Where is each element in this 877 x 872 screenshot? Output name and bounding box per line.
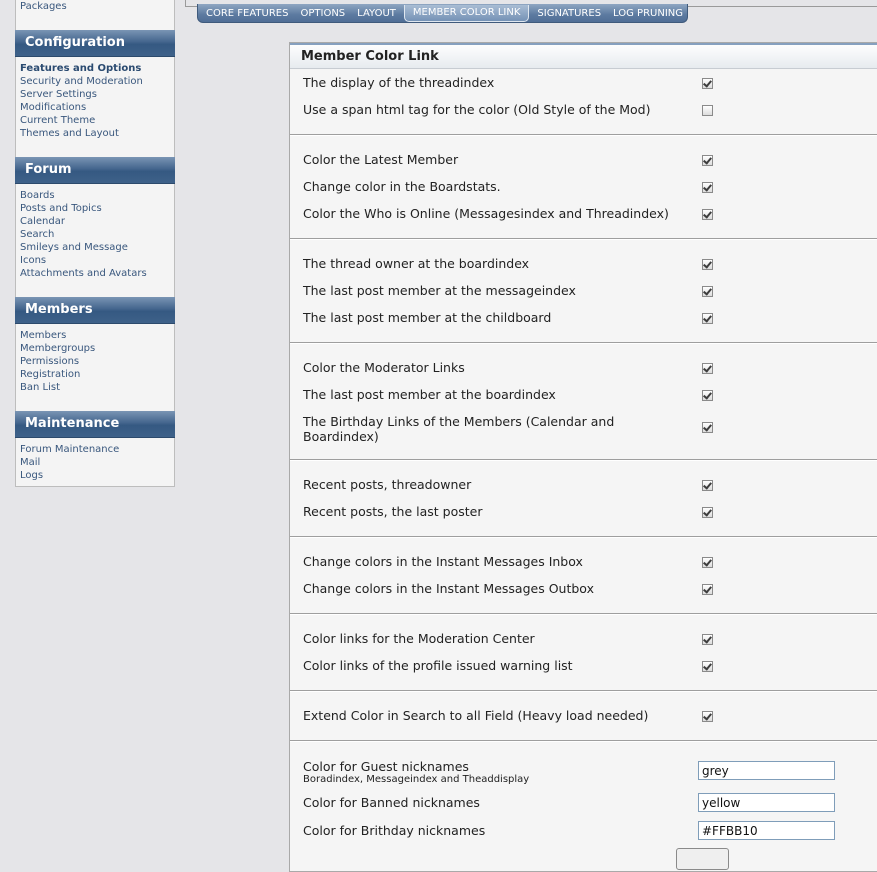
- sidebar-item-current-theme[interactable]: Current Theme: [20, 115, 96, 126]
- setting-row: [290, 414, 683, 444]
- section-divider: [290, 459, 877, 461]
- setting-checkbox[interactable]: [702, 182, 713, 193]
- sidebar-item-attachments-avatars[interactable]: Attachments and Avatars: [20, 268, 147, 279]
- setting-checkbox[interactable]: [702, 313, 713, 324]
- setting-row: [290, 581, 683, 596]
- sidebar-item-mail[interactable]: Mail: [20, 457, 41, 468]
- sidebar-item-registration[interactable]: Registration: [20, 369, 81, 380]
- color-setting-row: [290, 823, 683, 838]
- sidebar-item-icons[interactable]: Icons: [20, 255, 47, 266]
- sidebar-item-membergroups[interactable]: Membergroups: [20, 343, 96, 354]
- sidebar-item-features-options[interactable]: Features and Options: [20, 63, 142, 74]
- sidebar-item-calendar[interactable]: Calendar: [20, 216, 65, 227]
- section-divider: [290, 536, 877, 538]
- setting-checkbox[interactable]: [702, 584, 713, 595]
- tab-core-features[interactable]: CORE FEATURES: [206, 7, 289, 19]
- setting-label: The display of the threadindex: [303, 75, 495, 90]
- color-setting-label: Color for Guest nicknames: [303, 759, 469, 774]
- setting-row: [290, 554, 683, 569]
- setting-label: Change colors in the Instant Messages Outbox: [303, 581, 594, 596]
- section-divider: [290, 342, 877, 344]
- setting-label: Change color in the Boardstats.: [303, 179, 501, 194]
- color-setting-row: [290, 795, 683, 810]
- color-setting-sublabel: Boradindex, Messageindex and Theaddisplay: [303, 774, 530, 785]
- setting-label: Recent posts, the last poster: [303, 504, 483, 519]
- setting-checkbox[interactable]: [702, 557, 713, 568]
- settings-tab-bar: [197, 4, 688, 23]
- setting-row: [290, 708, 683, 723]
- section-divider: [290, 134, 877, 136]
- setting-row: [290, 504, 683, 519]
- color-setting-label: Color for Brithday nicknames: [303, 823, 486, 838]
- setting-row: [290, 631, 683, 646]
- sidebar-section-members: [16, 297, 174, 394]
- section-divider: [290, 740, 877, 742]
- setting-row: [290, 658, 683, 673]
- color-input[interactable]: [698, 793, 835, 812]
- setting-label: Color the Latest Member: [303, 152, 459, 167]
- sidebar-item-posts-topics[interactable]: Posts and Topics: [20, 203, 102, 214]
- tab-signatures[interactable]: SIGNATURES: [537, 7, 602, 19]
- sidebar-heading: Configuration: [15, 30, 175, 57]
- setting-row: [290, 206, 683, 221]
- color-input[interactable]: [698, 821, 835, 840]
- setting-row: [290, 152, 683, 167]
- color-input[interactable]: [698, 761, 835, 780]
- setting-checkbox[interactable]: [702, 711, 713, 722]
- setting-checkbox[interactable]: [702, 422, 713, 433]
- setting-label: Use a span html tag for the color (Old Style of the Mod): [303, 102, 651, 117]
- color-setting-label: Color for Banned nicknames: [303, 795, 480, 810]
- setting-checkbox[interactable]: [702, 661, 713, 672]
- setting-label: Color links of the profile issued warning list: [303, 658, 573, 673]
- sidebar-item-boards[interactable]: Boards: [20, 190, 55, 201]
- setting-label: The thread owner at the boardindex: [303, 256, 530, 271]
- sidebar-section-forum: [16, 157, 174, 280]
- setting-label: Extend Color in Search to all Field (Heavy load needed): [303, 708, 649, 723]
- setting-row: [290, 283, 683, 298]
- sidebar-link-packages[interactable]: Packages: [20, 1, 67, 12]
- sidebar-item-search[interactable]: Search: [20, 229, 55, 240]
- section-divider: [290, 690, 877, 692]
- setting-label: The last post member at the boardindex: [303, 387, 556, 402]
- setting-label: Recent posts, threadowner: [303, 477, 472, 492]
- sidebar-heading: Maintenance: [15, 411, 175, 438]
- setting-checkbox[interactable]: [702, 209, 713, 220]
- sidebar-section-maintenance: [16, 411, 174, 482]
- sidebar-item-themes-layout[interactable]: Themes and Layout: [20, 128, 119, 139]
- setting-row: [290, 179, 683, 194]
- sidebar-item-forum-maintenance[interactable]: Forum Maintenance: [20, 444, 120, 455]
- setting-row: [290, 387, 683, 402]
- sidebar-item-members[interactable]: Members: [20, 330, 67, 341]
- sidebar-item-logs[interactable]: Logs: [20, 470, 44, 481]
- setting-label: Color the Moderator Links: [303, 360, 465, 375]
- setting-checkbox[interactable]: [702, 507, 713, 518]
- tab-layout[interactable]: LAYOUT: [357, 7, 396, 19]
- setting-row: [290, 477, 683, 492]
- sidebar-item-ban-list[interactable]: Ban List: [20, 382, 60, 393]
- setting-checkbox[interactable]: [702, 259, 713, 270]
- section-divider: [290, 613, 877, 615]
- tab-log-pruning[interactable]: LOG PRUNING: [613, 7, 684, 19]
- setting-label: The last post member at the messageindex: [303, 283, 576, 298]
- setting-row: [290, 256, 683, 271]
- setting-label: Color the Who is Online (Messagesindex and Threadindex): [303, 206, 669, 221]
- setting-row: [290, 310, 683, 325]
- setting-checkbox[interactable]: [702, 480, 713, 491]
- sidebar-heading: Forum: [15, 157, 175, 184]
- color-setting-row: [290, 759, 683, 786]
- tab-member-color-link[interactable]: MEMBER COLOR LINK: [404, 5, 530, 22]
- sidebar-item-smileys-message[interactable]: Smileys and Message: [20, 242, 128, 253]
- setting-label: The last post member at the childboard: [303, 310, 552, 325]
- setting-checkbox[interactable]: [702, 155, 713, 166]
- save-button[interactable]: [676, 848, 729, 870]
- sidebar-item-server-settings[interactable]: Server Settings: [20, 89, 97, 100]
- sidebar-section-configuration: [16, 30, 174, 140]
- admin-sidebar: [15, 0, 175, 487]
- sidebar-heading: Members: [15, 297, 175, 324]
- setting-row: [290, 102, 683, 117]
- section-divider: [290, 238, 877, 240]
- setting-checkbox[interactable]: [702, 78, 713, 89]
- setting-row: [290, 360, 683, 375]
- setting-checkbox[interactable]: [702, 363, 713, 374]
- panel-title: Member Color Link: [290, 43, 877, 69]
- sidebar-item-security-moderation[interactable]: Security and Moderation: [20, 76, 143, 87]
- setting-checkbox[interactable]: [702, 105, 713, 116]
- setting-label: The Birthday Links of the Members (Calendar and Boardindex): [303, 414, 615, 444]
- setting-checkbox[interactable]: [702, 634, 713, 645]
- sidebar-item-permissions[interactable]: Permissions: [20, 356, 80, 367]
- setting-checkbox[interactable]: [702, 286, 713, 297]
- tab-options[interactable]: OPTIONS: [300, 7, 346, 19]
- settings-panel: [289, 42, 877, 872]
- sidebar-item-modifications[interactable]: Modifications: [20, 102, 87, 113]
- setting-row: [290, 75, 683, 90]
- setting-label: Change colors in the Instant Messages Inbox: [303, 554, 583, 569]
- setting-label: Color links for the Moderation Center: [303, 631, 535, 646]
- setting-checkbox[interactable]: [702, 390, 713, 401]
